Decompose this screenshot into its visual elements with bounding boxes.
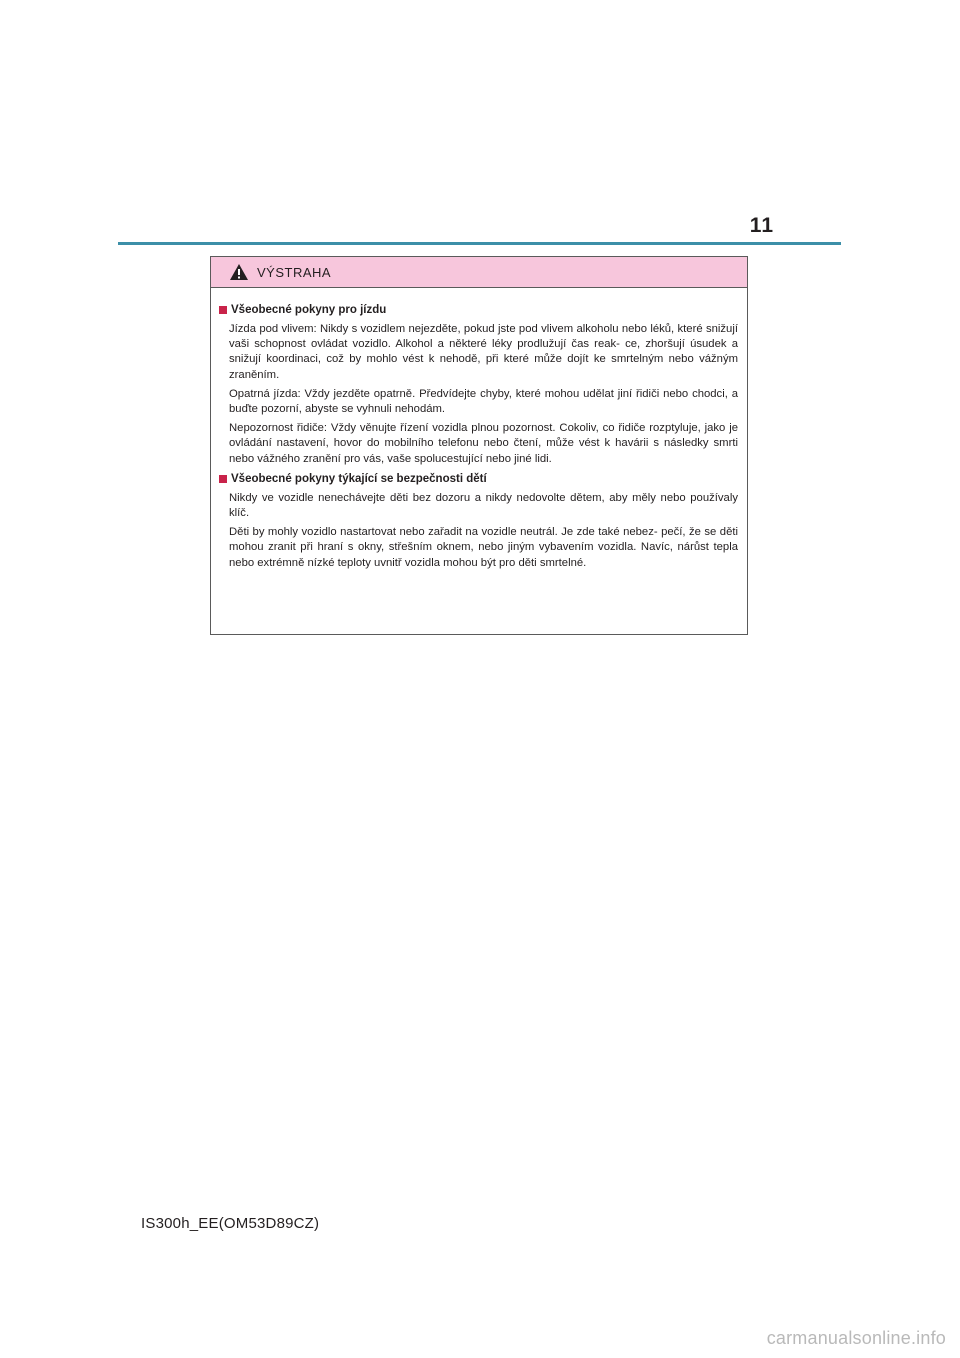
section-heading-text: Všeobecné pokyny týkající se bezpečnosti dětí — [231, 472, 487, 485]
paragraph-unattended-children: Nikdy ve vozidle nenechávejte děti bez dozoru a nikdy nedovolte dětem, aby měly nebo používaly klíč. — [229, 491, 738, 520]
section-heading — [219, 302, 738, 318]
section-heading — [219, 471, 738, 487]
section-driving — [219, 302, 738, 467]
warning-header — [211, 257, 747, 288]
watermark: carmanualsonline.info — [766, 1328, 946, 1348]
footer-manual-code: IS300h_EE(OM53D89CZ) — [141, 1215, 320, 1232]
square-bullet-icon — [219, 306, 227, 314]
section-heading-text: Všeobecné pokyny pro jízdu — [231, 304, 387, 316]
header-rule — [118, 242, 841, 245]
warning-triangle-icon — [229, 263, 249, 281]
paragraph-children-hazards: Děti by mohly vozidlo nastartovat nebo zařadit na vozidle neutrál. Je zde také nebez- pečí, že se děti mohou zranit při hraní s okny, střešním oknem, nebo jiným vybavením vozidla. Navíc, nárůst tepla nebo extrémně nízké teploty uvnitř vozidla mohou být pro děti smrtelné. — [229, 526, 738, 569]
section-child-safety — [219, 471, 738, 571]
paragraph-intoxicated-driving: Jízda pod vlivem: Nikdy s vozidlem nejezděte, pokud jste pod vlivem alkoholu nebo léků, které snižují vaši schopnost ovládat vozidlo. Alkohol a některé léky prodlužují čas reak- ce, zhoršují úsudek a snižují koordinaci, což by mohlo vést k nehodě, při které může dojít ke smrtelným nebo vážným zraněním. — [229, 323, 738, 381]
warning-content — [211, 288, 747, 571]
page-number: 11 — [749, 214, 774, 237]
paragraph-careful-driving: Opatrná jízda: Vždy jezděte opatrně. Předvídejte chyby, které mohou udělat jiní řidiči nebo chodci, a buďte pozorní, abyste se vyhnuli nehodám. — [229, 387, 738, 416]
square-bullet-icon — [219, 475, 227, 483]
warning-title: VÝSTRAHA — [257, 264, 332, 280]
paragraph-driver-inattention: Nepozornost řidiče: Vždy věnujte řízení vozidla plnou pozornost. Cokoliv, co řidiče rozptyluje, jako je ovládání nastavení, hovor do mobilního telefonu nebo čtení, může vést k havárii s následky smrti nebo vážného zranění pro vás, vaše spolucestující nebo jiné lidi. — [229, 422, 738, 465]
warning-box — [210, 256, 748, 635]
